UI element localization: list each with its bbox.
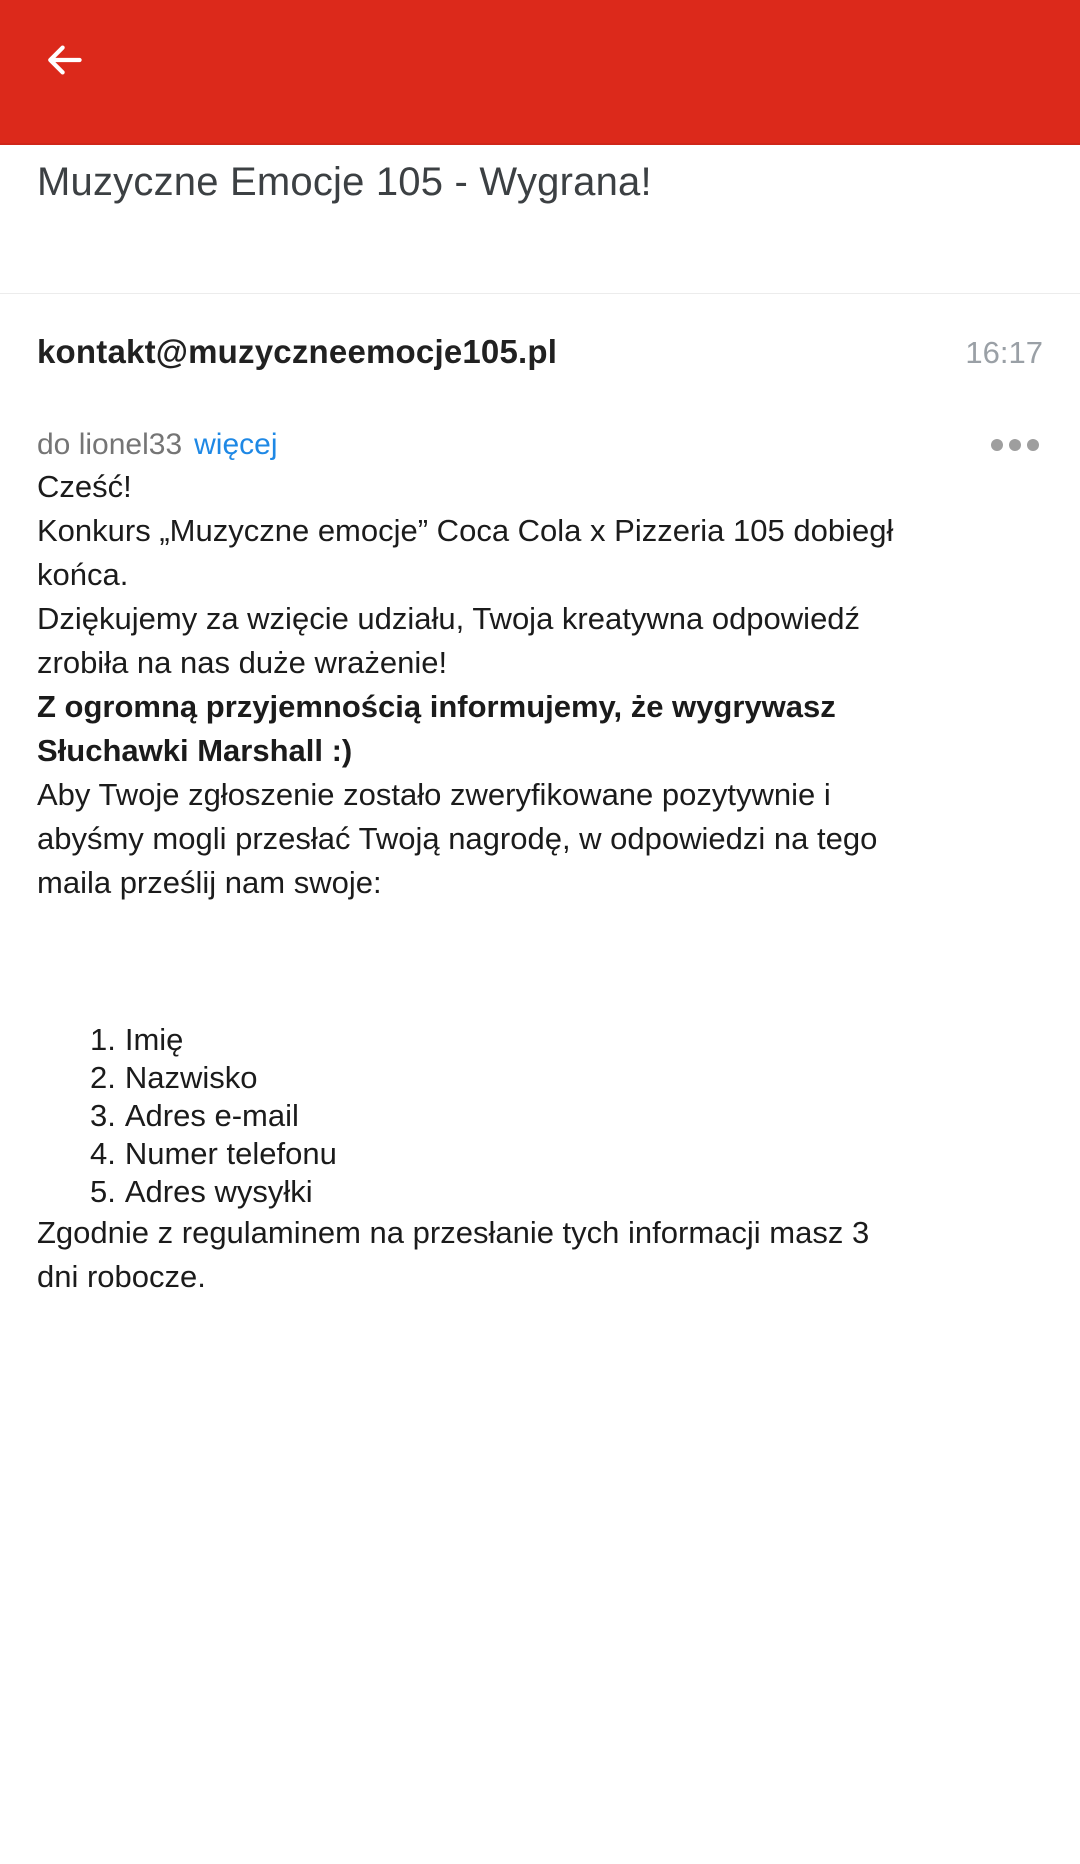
list-item-text: Adres e-mail xyxy=(124,1098,299,1133)
recipient-text xyxy=(37,428,278,462)
required-info-list xyxy=(37,1021,1045,1211)
paragraph-line: Dziękujemy za wzięcie udziału, Twoja kreatywna odpowiedź xyxy=(37,601,861,636)
arrow-left-icon xyxy=(42,38,86,82)
paragraph-deadline xyxy=(37,1211,1045,1299)
email-body xyxy=(0,465,1080,1339)
list-item-number: 4. xyxy=(90,1136,116,1171)
message-header xyxy=(0,333,1080,465)
paragraph-line: abyśmy mogli przesłać Twoją nagrodę, w odpowiedzi na tego xyxy=(37,821,878,856)
list-item xyxy=(90,1059,1045,1097)
list-item xyxy=(90,1021,1045,1059)
paragraph-line: końca. xyxy=(37,557,129,592)
paragraph-konkurs xyxy=(37,509,1045,597)
paragraph-line: Z ogromną przyjemnością informujemy, że wygrywasz xyxy=(37,689,836,724)
list-item-text: Adres wysyłki xyxy=(124,1174,313,1209)
list-item-number: 2. xyxy=(90,1060,116,1095)
greeting-text: Cześć! xyxy=(37,469,132,504)
back-button[interactable] xyxy=(24,20,104,100)
paragraph-verification xyxy=(37,773,1045,905)
recipient-row xyxy=(37,425,1043,465)
app-bar xyxy=(0,0,1080,145)
list-item-text: Numer telefonu xyxy=(124,1136,337,1171)
three-dots-icon xyxy=(991,439,1039,451)
sender-row xyxy=(37,333,1043,373)
overflow-menu-button[interactable] xyxy=(987,431,1043,459)
paragraph-dziekujemy xyxy=(37,597,1045,685)
paragraph-line: Zgodnie z regulaminem na przesłanie tych informacji masz 3 xyxy=(37,1215,870,1250)
paragraph-line: zrobiła na nas duże wrażenie! xyxy=(37,645,448,680)
subject-section xyxy=(0,145,1080,294)
list-item-text: Nazwisko xyxy=(124,1060,258,1095)
list-item xyxy=(90,1135,1045,1173)
list-item-number: 5. xyxy=(90,1174,116,1209)
paragraph-line: Aby Twoje zgłoszenie zostało zweryfikowane pozytywnie i xyxy=(37,777,831,812)
email-subject: Muzyczne Emocje 105 - Wygrana! xyxy=(37,160,652,204)
timestamp: 16:17 xyxy=(965,335,1043,370)
recipient-label: do lionel33 xyxy=(37,428,183,461)
paragraph-line: Słuchawki Marshall :) xyxy=(37,733,353,768)
list-item-number: 1. xyxy=(90,1022,116,1057)
sender-email: kontakt@muzyczneemocje105.pl xyxy=(37,333,558,370)
paragraph-line: dni robocze. xyxy=(37,1259,206,1294)
paragraph-prize-announcement xyxy=(37,685,1045,773)
list-item-number: 3. xyxy=(90,1098,116,1133)
list-item xyxy=(90,1097,1045,1135)
paragraph-line: maila prześlij nam swoje: xyxy=(37,865,382,900)
more-details-link[interactable]: więcej xyxy=(194,428,278,461)
list-item xyxy=(90,1173,1045,1211)
paragraph-line: Konkurs „Muzyczne emocje” Coca Cola x Pizzeria 105 dobiegł xyxy=(37,513,894,548)
list-item-text: Imię xyxy=(124,1022,184,1057)
